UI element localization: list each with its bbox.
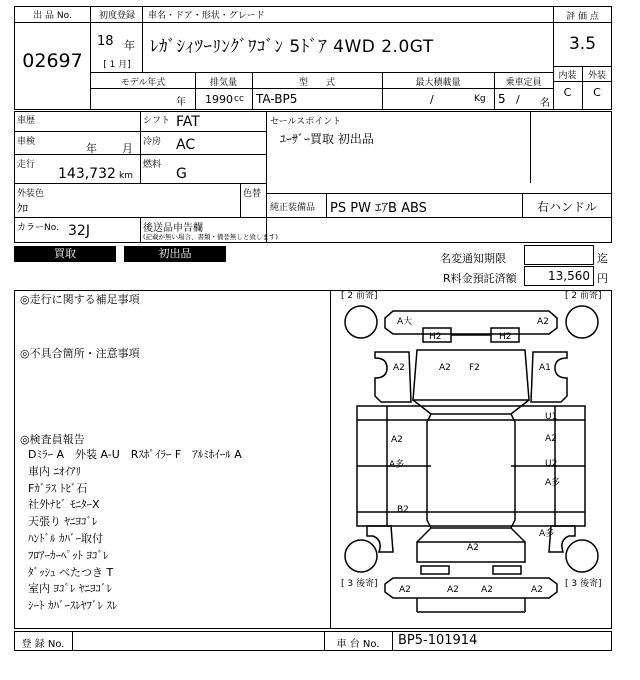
report-line: 車内 ﾆｵｲｱﾘ (28, 464, 81, 478)
mileage-value: 143,732 (58, 166, 116, 182)
post-app-note: (記載が無い場合、書類・備품無しと致します) (143, 233, 278, 241)
corner-br: [ 3 後寄] (565, 579, 602, 589)
report-line: 天張り ﾔﾆﾖｺﾞﾚ (28, 515, 98, 529)
dmg-door-l-front: A2 (391, 435, 403, 445)
report-line: ｼｰﾄ ｶﾊﾞｰｽﾚﾔﾌﾞﾚ ｽﾚ (28, 599, 118, 613)
equipment-value: PS PW ｴｱB ABS (330, 201, 427, 216)
dmg-door-l-rear: A多 (389, 460, 405, 470)
footer-frame (14, 631, 612, 651)
displacement-unit: cc (234, 94, 244, 104)
report-line: 社外ﾅﾋﾞ ﾓﾆﾀｰX (28, 498, 100, 512)
dmg-rear-bumper-c: A2 (481, 585, 493, 595)
corner-tl: [ 2 前寄] (341, 291, 378, 301)
inspection-month-unit: 月 (122, 142, 133, 155)
exterior-label: 外装 (587, 71, 606, 81)
supp-title: ◎走行に関する補足事項 (20, 293, 140, 306)
report-line: 室内 ﾖｺﾞﾚ ﾔﾆﾖｺﾞﾚ (28, 582, 112, 596)
capacity-sep: / (516, 93, 520, 106)
color-value: ｸﾛ (17, 202, 28, 215)
sales-point-label: セールスポイント (270, 117, 342, 127)
reg-no-label: 登 録 No. (21, 639, 65, 650)
history-label: 車歴 (17, 116, 36, 126)
lot-number: 02697 (22, 50, 83, 72)
report-line: Dﾐﾗｰ A 外装 A-U Rｽﾎﾟｲﾗｰ F ｱﾙﾐﾎｲｰﾙ A (28, 448, 242, 461)
dmg-door-r-u2: U2 (545, 459, 558, 469)
post-app-label: 後送品申告欄 (143, 223, 203, 234)
report-line: ﾊﾝﾄﾞﾙ ｶﾊﾞｰ取付 (28, 531, 103, 545)
report-title: ◎検査員報告 (20, 433, 85, 446)
name-label: 車名・ドア・形状・グレード (148, 11, 265, 21)
chassis-value: BP5-101914 (398, 633, 478, 648)
shift-value: FAT (176, 114, 200, 130)
displacement-label: 排気量 (209, 78, 237, 88)
inspection-year-unit: 年 (86, 142, 97, 155)
corner-tr: [ 2 前寄] (565, 291, 602, 301)
ac-value: AC (176, 137, 196, 153)
tag-first-listing: 初出品 (124, 246, 226, 262)
report-list (28, 447, 242, 615)
capacity-label: 乗車定員 (505, 78, 542, 88)
dmg-front-bumper-b: A2 (537, 317, 549, 327)
model-year-label: モデル年式 (120, 78, 166, 88)
recycle-unit: 円 (597, 272, 608, 285)
lot-label: 出 品 No. (33, 11, 72, 21)
interior-label: 内装 (558, 71, 577, 81)
tag-buyout: 買取 (14, 246, 116, 262)
dmg-front-bumper-a: A大 (397, 317, 413, 327)
notice-unit: 迄 (597, 252, 608, 265)
handle-value: 右ハンドル (536, 200, 597, 214)
load-sep: / (430, 93, 434, 106)
displacement-value: 1990 (205, 93, 233, 106)
dmg-door-r-u1: U1 (545, 412, 558, 422)
report-line: Fｶﾞﾗｽ ﾄﾋﾞ石 (28, 481, 88, 495)
color-no-value: 32J (68, 223, 90, 239)
fuel-label: 燃料 (143, 160, 162, 170)
dmg-rear-bumper-a: A2 (399, 585, 411, 595)
dmg-rear-bumper-b: A2 (447, 585, 459, 595)
fuel-value: G (176, 166, 187, 182)
dmg-quarter-r: A多 (539, 529, 555, 539)
dmg-quarter-l: B2 (397, 505, 409, 515)
car-name: ﾚｶﾞｼｨﾂｰﾘﾝｸﾞﾜｺﾞﾝ 5ﾄﾞｱ 4WD 2.0GT (150, 37, 434, 57)
reg-month: [ 1 月] (103, 60, 131, 70)
dmg-fender-r: A1 (539, 363, 551, 373)
shift-label: シフト (143, 116, 171, 126)
dmg-hood-b: F2 (469, 363, 480, 373)
recycle-value: 13,560 (548, 269, 590, 283)
type-label: 型 式 (298, 78, 335, 88)
report-line: ﾌﾛｱｰｶｰﾍﾟｯﾄ ﾖｺﾞﾚ (28, 548, 109, 562)
corner-bl: [ 3 後寄] (341, 579, 378, 589)
reg-year: 18 (97, 34, 114, 49)
color-change-label: 色替 (243, 189, 262, 199)
mileage-label: 走行 (17, 160, 36, 170)
dmg-door-r-a2: A2 (545, 434, 557, 444)
grade-value: 3.5 (568, 34, 597, 54)
chassis-label: 車 台 No. (336, 639, 380, 650)
defect-title: ◎不具合箇所・注意事項 (20, 347, 140, 360)
capacity-value: 5 (498, 92, 506, 106)
interior-grade: C (563, 86, 572, 99)
recycle-label: R料金預託済額 (443, 272, 517, 285)
ac-label: 冷房 (143, 137, 162, 147)
inspection-label: 車検 (17, 137, 36, 147)
sales-point-value: ﾕｰｻﾞｰ買取 初出品 (280, 132, 374, 146)
color-no-label: カラーNo. (17, 223, 59, 233)
grade-label: 評 価 点 (566, 12, 599, 22)
reg-label: 初度登録 (98, 11, 135, 21)
dmg-rear-bumper-d: A2 (531, 585, 543, 595)
equipment-label: 純正装備品 (270, 203, 316, 213)
color-label: 外装色 (17, 189, 45, 199)
model-year-unit: 年 (176, 97, 186, 108)
mileage-unit: km (119, 171, 133, 181)
dmg-rear-gate: A2 (467, 543, 479, 553)
capacity-unit: 名 (540, 98, 550, 109)
load-label: 最大積載量 (415, 78, 461, 88)
car-damage-diagram (331, 290, 611, 628)
dmg-headlight-l: H2 (429, 332, 442, 342)
exterior-grade: C (593, 86, 601, 99)
report-line: ﾀﾞｯｼｭ べたつき T (28, 565, 114, 579)
dmg-fender-l: A2 (393, 363, 405, 373)
reg-year-unit: 年 (124, 39, 135, 52)
load-unit: Kg (474, 94, 486, 104)
dmg-door-r-amulti: A多 (545, 478, 561, 488)
dmg-hood-a: A2 (439, 363, 451, 373)
dmg-headlight-r: H2 (499, 332, 512, 342)
notice-box (524, 245, 594, 265)
type-value: TA-BP5 (256, 92, 298, 106)
notice-label: 名変通知期限 (440, 252, 506, 265)
